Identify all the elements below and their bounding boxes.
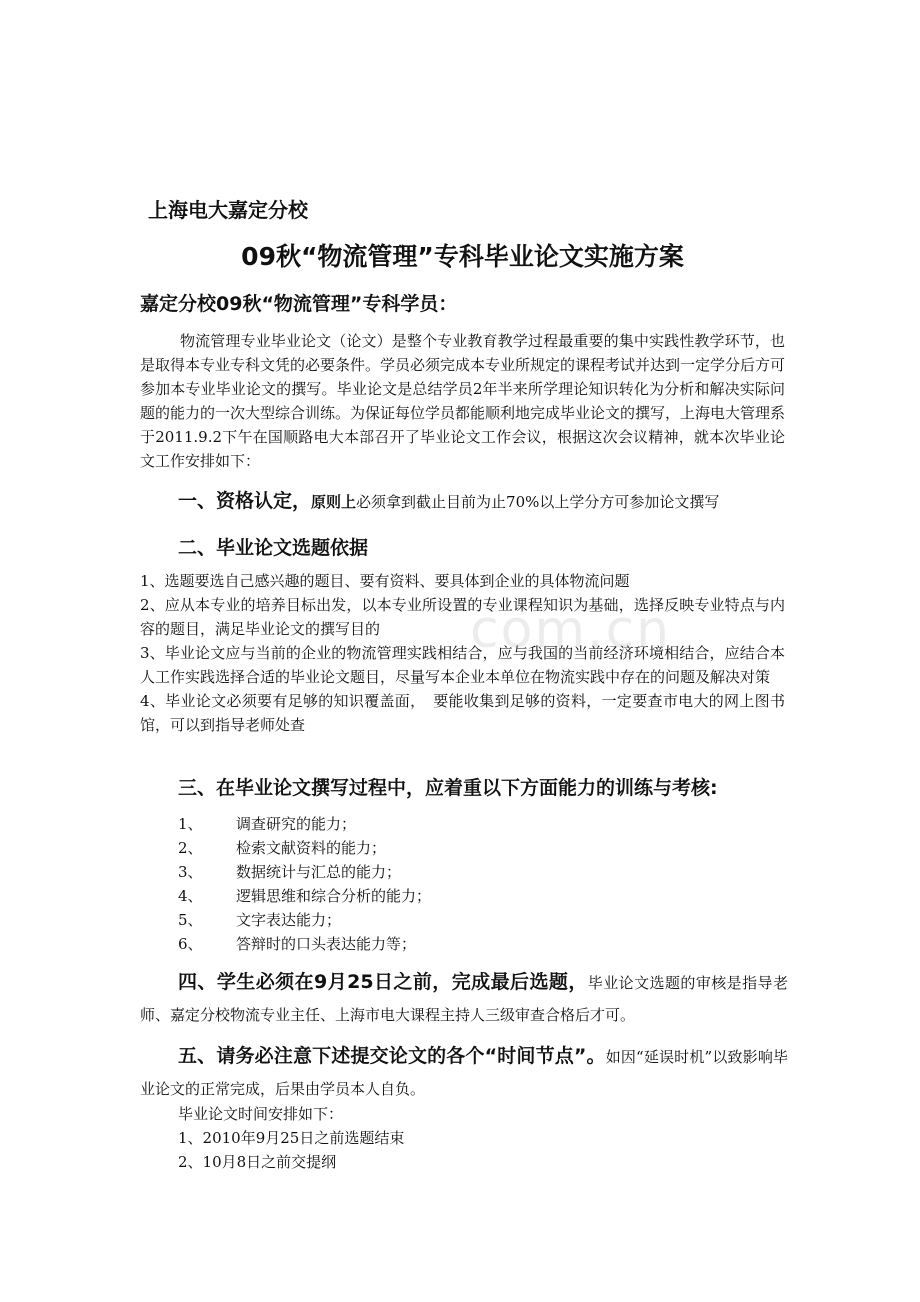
item-number: 5、 xyxy=(178,911,203,929)
item-text: 逻辑思维和综合分析的能力； xyxy=(236,887,432,905)
school-name: 上海电大嘉定分校 xyxy=(148,198,308,222)
item-number: 4、 xyxy=(178,887,203,905)
list-item xyxy=(178,885,431,907)
item-text: 文字表达能力； xyxy=(236,911,342,929)
section1-heading: 一、资格认定， xyxy=(178,490,312,512)
section1 xyxy=(178,487,788,516)
list-item: 4、毕业论文必须要有足够的知识覆盖面， 要能收集到足够的资料，一定要查市电大的网上图书馆，可以到指导老师处查 xyxy=(140,692,785,734)
list-item xyxy=(178,909,341,931)
item-text: 检索文献资料的能力； xyxy=(236,839,387,857)
section5-heading: 五、请务必注意下述提交论文的各个“时间节点”。 xyxy=(178,1045,606,1067)
list-item: 2、应从本专业的培养目标出发，以本专业所设置的专业课程知识为基础，选择反映专业特点与内容的题目，满足毕业论文的撰写目的 xyxy=(140,596,785,638)
section5 xyxy=(140,1040,788,1105)
section1-bold-inline: 原则上 xyxy=(311,493,357,511)
list-item: 1、选题要选自己感兴趣的题目、要有资料、要具体到企业的具体物流问题 xyxy=(140,572,630,590)
greeting: 嘉定分校09秋“物流管理”专科学员： xyxy=(140,293,458,315)
item-number: 3、 xyxy=(178,863,203,881)
section1-text: 必须拿到截止目前为止70%以上学分方可参加论文撰写 xyxy=(356,493,720,511)
list-item xyxy=(178,813,356,835)
section2-items xyxy=(140,569,785,737)
list-item xyxy=(178,861,401,883)
item-number: 2、 xyxy=(178,839,203,857)
list-item: 2、10月8日之前交提纲 xyxy=(178,1153,337,1171)
section2-heading: 二、毕业论文选题依据 xyxy=(178,537,369,559)
list-item xyxy=(178,933,416,955)
item-text: 数据统计与汇总的能力； xyxy=(236,863,402,881)
section3-heading: 三、在毕业论文撰写过程中，应着重以下方面能力的训练与考核: xyxy=(178,777,718,799)
list-item: 1、2010年9月25日之前选题结束 xyxy=(178,1129,405,1147)
section5-text: 如因“延误时机”以致影响毕业论文的正常完成，后果由学员本人自负。 xyxy=(140,1048,788,1098)
section4 xyxy=(140,966,788,1031)
intro-paragraph: 物流管理专业毕业论文（论文）是整个专业教育教学过程最重要的集中实践性教学环节，也是取得本专业专科文凭的必要条件。学员必须完成本专业所规定的课程考试并达到一定学分后方可参加本专业毕业论文的撰写。毕业论文是总结学员2年半来所学理论知识转化为分析和解决实际问题的能力的一次大型综合训练。为保证每位学员都能顺利地完成毕业论文的撰写，上海电大管理系于2011.9.2下午在国顺路电大本部召开了毕业论文工作会议，根据这次会议精神，就本次毕业论文工作安排如下： xyxy=(140,332,786,470)
item-text: 调查研究的能力； xyxy=(236,815,357,833)
schedule-intro: 毕业论文时间安排如下： xyxy=(178,1105,344,1123)
list-item: 3、毕业论文应与当前的企业的物流管理实践相结合，应与我国的当前经济环境相结合，应结合本人工作实践选择合适的毕业论文题目，尽量写本企业本单位在物流实践中存在的问题及解决对策 xyxy=(140,644,785,686)
list-item xyxy=(178,837,386,859)
section4-heading: 四、学生必须在9月25日之前，完成最后选题， xyxy=(178,971,588,993)
section4-text: 毕业论文选题的审核是指导老师、嘉定分校物流专业主任、上海市电大课程主持人三级审查合格后才可。 xyxy=(140,974,788,1024)
item-text: 答辩时的口头表达能力等； xyxy=(236,935,417,953)
item-number: 1、 xyxy=(178,815,203,833)
item-number: 6、 xyxy=(178,935,203,953)
watermark: com.cn xyxy=(470,600,672,660)
document-title: 09秋“物流管理”专科毕业论文实施方案 xyxy=(241,242,684,271)
